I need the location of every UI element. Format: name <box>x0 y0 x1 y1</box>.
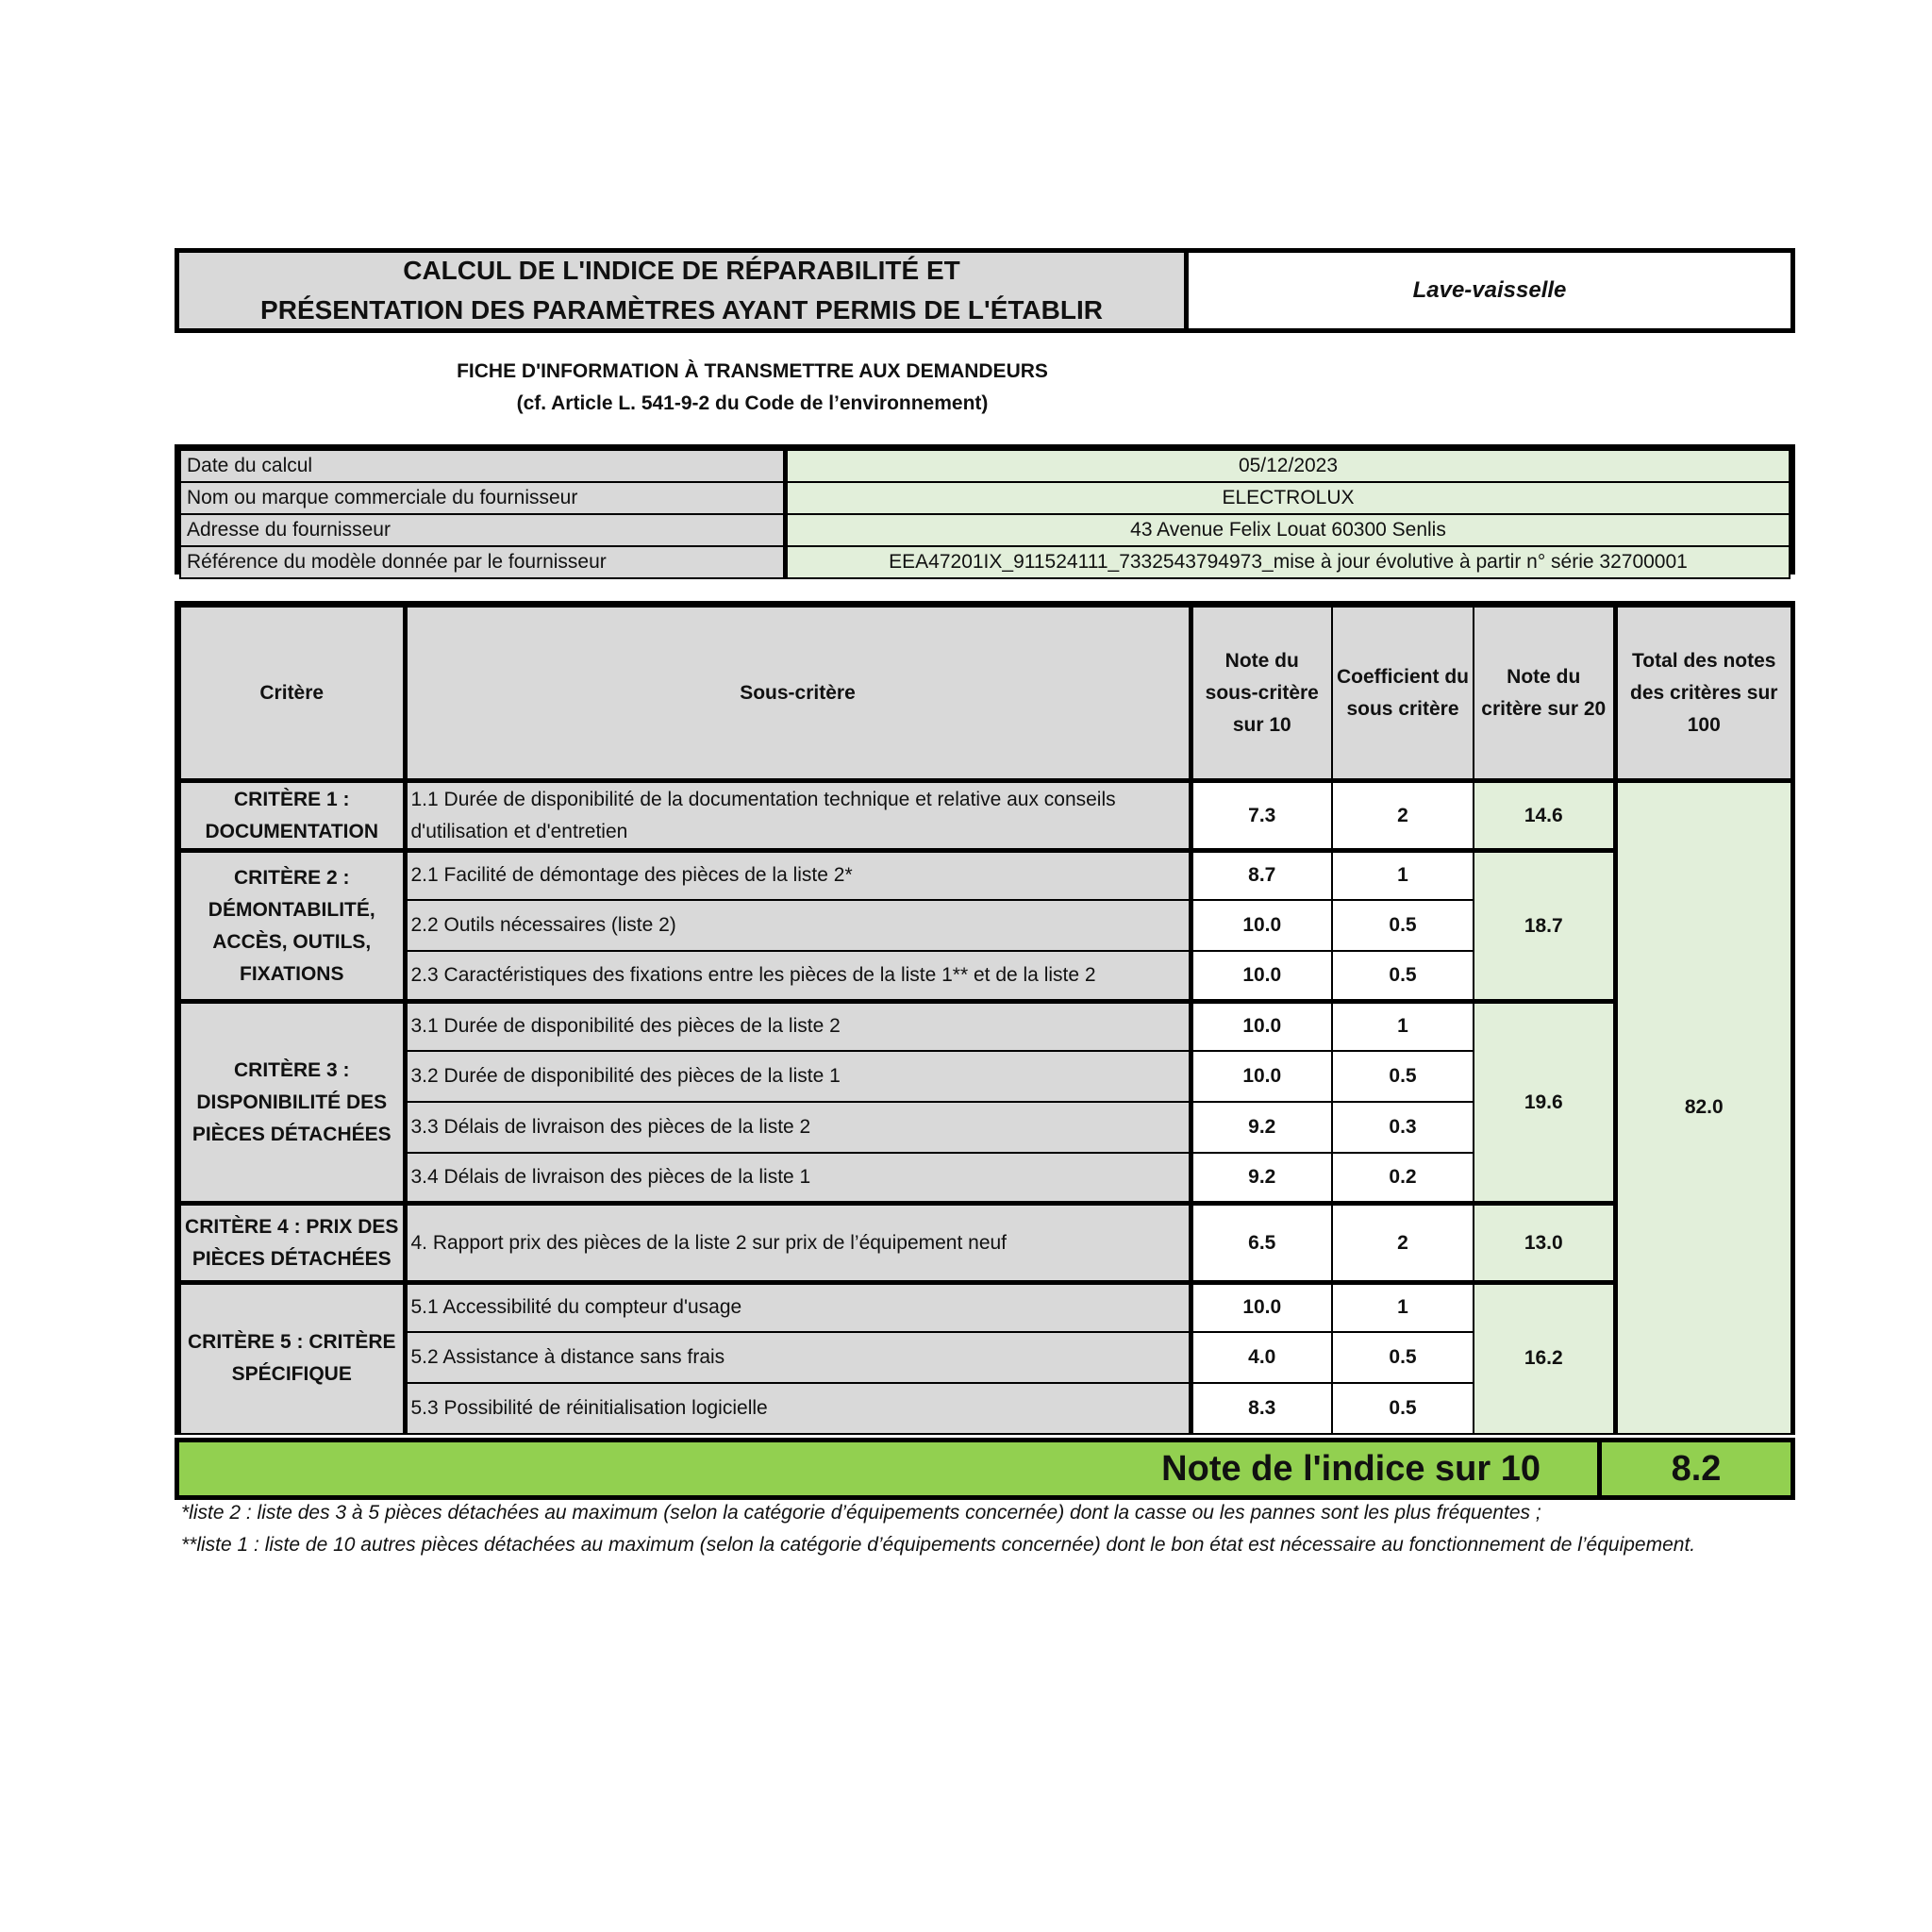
criterion-5-name: CRITÈRE 5 : CRITÈRE SPÉCIFIQUE <box>180 1283 405 1434</box>
criteria-table <box>175 601 1795 1435</box>
info-label: Référence du modèle donnée par le fournisseur <box>180 546 786 578</box>
col-header-note-critere: Note du critère sur 20 <box>1474 607 1615 781</box>
subcriterion-coef: 0.5 <box>1332 1051 1474 1102</box>
table-row <box>180 1204 1791 1283</box>
col-header-total: Total des notes des critères sur 100 <box>1615 607 1791 781</box>
title-block <box>179 253 1189 328</box>
subcriterion-coef: 0.5 <box>1332 951 1474 1002</box>
col-header-sous-critere: Sous-critère <box>405 607 1191 781</box>
info-value: 43 Avenue Felix Louat 60300 Senlis <box>786 514 1790 546</box>
info-value: 05/12/2023 <box>786 450 1790 482</box>
info-value: ELECTROLUX <box>786 482 1790 514</box>
subcriterion-coef: 0.5 <box>1332 900 1474 951</box>
table-row <box>180 851 1791 900</box>
product-category: Lave-vaisselle <box>1412 277 1567 303</box>
index-label: Note de l'indice sur 10 <box>1161 1449 1541 1489</box>
criterion-5-score: 16.2 <box>1474 1283 1615 1434</box>
table-header-row <box>180 607 1791 781</box>
info-label: Nom ou marque commerciale du fournisseur <box>180 482 786 514</box>
subcriterion-label: 3.2 Durée de disponibilité des pièces de la liste 1 <box>405 1051 1191 1102</box>
subcriterion-coef: 0.5 <box>1332 1383 1474 1434</box>
title-line-2: PRÉSENTATION DES PARAMÈTRES AYANT PERMIS DE L'ÉTABLIR <box>260 295 1103 325</box>
criterion-3-name: CRITÈRE 3 : DISPONIBILITÉ DES PIÈCES DÉTACHÉES <box>180 1002 405 1204</box>
total-score-100: 82.0 <box>1615 781 1791 1434</box>
info-value: EEA47201IX_911524111_7332543794973_mise à jour évolutive à partir n° série 32700001 <box>786 546 1790 578</box>
subcriterion-label: 3.3 Délais de livraison des pièces de la liste 2 <box>405 1102 1191 1153</box>
col-header-coefficient: Coefficient du sous critère <box>1332 607 1474 781</box>
criterion-3-score: 19.6 <box>1474 1002 1615 1204</box>
subcriterion-note: 10.0 <box>1191 1283 1332 1332</box>
criterion-2-score: 18.7 <box>1474 851 1615 1002</box>
subcriterion-coef: 2 <box>1332 781 1474 851</box>
col-header-critere: Critère <box>180 607 405 781</box>
subcriterion-coef: 1 <box>1332 1283 1474 1332</box>
subcriterion-note: 10.0 <box>1191 900 1332 951</box>
subtitle <box>175 356 1330 420</box>
subtitle-line-2: (cf. Article L. 541-9-2 du Code de l’environnement) <box>516 392 989 414</box>
criterion-4-score: 13.0 <box>1474 1204 1615 1283</box>
subcriterion-label: 5.2 Assistance à distance sans frais <box>405 1332 1191 1383</box>
subcriterion-label: 5.3 Possibilité de réinitialisation logicielle <box>405 1383 1191 1434</box>
subcriterion-coef: 0.3 <box>1332 1102 1474 1153</box>
repairability-index-row <box>175 1438 1795 1500</box>
info-label: Date du calcul <box>180 450 786 482</box>
subcriterion-label: 2.2 Outils nécessaires (liste 2) <box>405 900 1191 951</box>
criterion-1-score: 14.6 <box>1474 781 1615 851</box>
subcriterion-label: 1.1 Durée de disponibilité de la documentation technique et relative aux conseils d'utilisation et d'entretien <box>405 781 1191 851</box>
subcriterion-label: 2.3 Caractéristiques des fixations entre les pièces de la liste 1** et de la liste 2 <box>405 951 1191 1002</box>
col-header-note-sous-critere: Note du sous-critère sur 10 <box>1191 607 1332 781</box>
subcriterion-label: 3.1 Durée de disponibilité des pièces de la liste 2 <box>405 1002 1191 1051</box>
supplier-info-table <box>175 444 1795 575</box>
subcriterion-label: 2.1 Facilité de démontage des pièces de la liste 2* <box>405 851 1191 900</box>
subcriterion-note: 6.5 <box>1191 1204 1332 1283</box>
subcriterion-label: 4. Rapport prix des pièces de la liste 2 sur prix de l’équipement neuf <box>405 1204 1191 1283</box>
footnotes <box>181 1497 1785 1561</box>
subcriterion-note: 7.3 <box>1191 781 1332 851</box>
criterion-2-name: CRITÈRE 2 : DÉMONTABILITÉ, ACCÈS, OUTILS, FIXATIONS <box>180 851 405 1002</box>
footnote-liste-1: **liste 1 : liste de 10 autres pièces détachées au maximum (selon la catégorie d’équipements concernée) dont le bon état est nécessaire au fonctionnement de l’équipement. <box>181 1534 1696 1556</box>
subcriterion-note: 10.0 <box>1191 1051 1332 1102</box>
document-header <box>175 248 1795 333</box>
info-row <box>180 450 1790 482</box>
subcriterion-coef: 1 <box>1332 851 1474 900</box>
subcriterion-coef: 0.5 <box>1332 1332 1474 1383</box>
criterion-1-name: CRITÈRE 1 : DOCUMENTATION <box>180 781 405 851</box>
subcriterion-label: 3.4 Délais de livraison des pièces de la liste 1 <box>405 1153 1191 1204</box>
info-label: Adresse du fournisseur <box>180 514 786 546</box>
subcriterion-label: 5.1 Accessibilité du compteur d'usage <box>405 1283 1191 1332</box>
subcriterion-note: 8.3 <box>1191 1383 1332 1434</box>
index-value: 8.2 <box>1597 1442 1790 1495</box>
subcriterion-note: 8.7 <box>1191 851 1332 900</box>
title-line-1: CALCUL DE L'INDICE DE RÉPARABILITÉ ET <box>403 256 960 285</box>
subcriterion-note: 9.2 <box>1191 1153 1332 1204</box>
subtitle-line-1: FICHE D'INFORMATION À TRANSMETTRE AUX DEMANDEURS <box>457 360 1048 382</box>
subcriterion-note: 10.0 <box>1191 1002 1332 1051</box>
subcriterion-coef: 0.2 <box>1332 1153 1474 1204</box>
footnote-liste-2: *liste 2 : liste des 3 à 5 pièces détachées au maximum (selon la catégorie d’équipements concernée) dont la casse ou les pannes sont les plus fréquentes ; <box>181 1502 1541 1524</box>
table-row <box>180 1283 1791 1332</box>
subcriterion-note: 10.0 <box>1191 951 1332 1002</box>
table-row <box>180 1002 1791 1051</box>
table-row <box>180 781 1791 851</box>
subcriterion-coef: 1 <box>1332 1002 1474 1051</box>
info-row <box>180 546 1790 578</box>
info-row <box>180 482 1790 514</box>
subcriterion-note: 9.2 <box>1191 1102 1332 1153</box>
subcriterion-note: 4.0 <box>1191 1332 1332 1383</box>
criterion-4-name: CRITÈRE 4 : PRIX DES PIÈCES DÉTACHÉES <box>180 1204 405 1283</box>
subcriterion-coef: 2 <box>1332 1204 1474 1283</box>
info-row <box>180 514 1790 546</box>
